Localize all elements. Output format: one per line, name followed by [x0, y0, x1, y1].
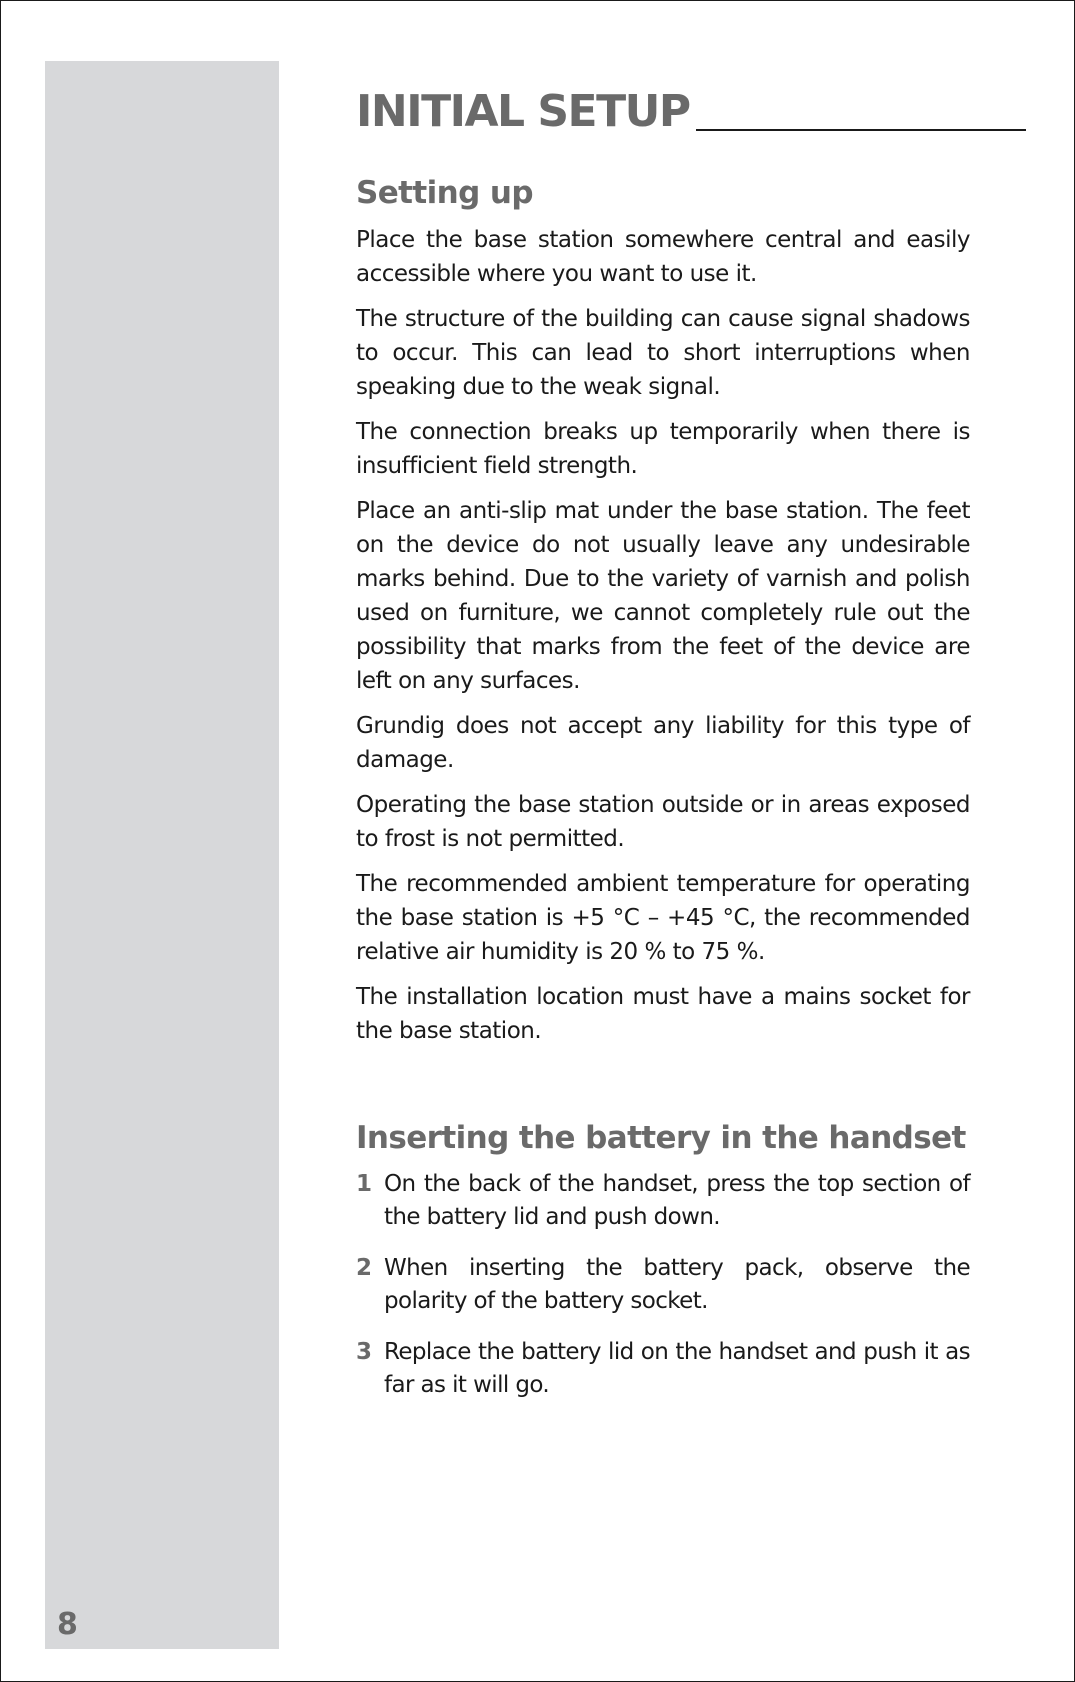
section-inserting-battery	[356, 1118, 970, 1402]
paragraph: The recommended ambient temperature for operating the base station is +5 °C – +45 °C, the recommended relative air humidity is 20 % to 75 %.	[356, 871, 970, 965]
paragraph: The structure of the building can cause signal shadows to occur. This can lead to short interruptions when speaking due to the weak signal.	[356, 306, 970, 400]
step-number: 3	[356, 1339, 373, 1365]
page-number: 8	[57, 1607, 78, 1642]
section-heading-inserting-battery: Inserting the battery in the handset	[356, 1120, 966, 1156]
step-item	[356, 1168, 970, 1234]
battery-steps-list	[356, 1168, 970, 1402]
paragraph: Grundig does not accept any liability for this type of damage.	[356, 713, 970, 773]
page-title: INITIAL SETUP	[356, 86, 690, 137]
step-number: 1	[356, 1171, 373, 1197]
step-text: When inserting the battery pack, observe the polarity of the battery socket.	[384, 1255, 970, 1314]
paragraph: Operating the base station outside or in areas exposed to frost is not permitted.	[356, 792, 970, 852]
section-setting-up	[356, 173, 970, 1048]
step-item	[356, 1336, 970, 1402]
side-band	[45, 61, 279, 1649]
paragraph: The installation location must have a mains socket for the base station.	[356, 984, 970, 1044]
title-underline-rule	[696, 129, 1026, 131]
step-number: 2	[356, 1255, 373, 1281]
step-item	[356, 1252, 970, 1318]
page-content	[356, 85, 970, 1420]
step-text: On the back of the handset, press the top section of the battery lid and push down.	[384, 1171, 970, 1230]
paragraph: The connection breaks up temporarily when there is insufficient field strength.	[356, 419, 970, 479]
section-heading-setting-up: Setting up	[356, 175, 533, 211]
paragraph: Place the base station somewhere central and easily accessible where you want to use it.	[356, 227, 970, 287]
step-text: Replace the battery lid on the handset and push it as far as it will go.	[384, 1339, 970, 1398]
paragraph: Place an anti-slip mat under the base station. The feet on the device do not usually leave any undesirable marks behind. Due to the variety of varnish and polish used on furniture, we cannot completely rule out the possibility that marks from the feet of the device are left on any surfaces.	[356, 498, 970, 694]
title-row	[356, 85, 1026, 139]
